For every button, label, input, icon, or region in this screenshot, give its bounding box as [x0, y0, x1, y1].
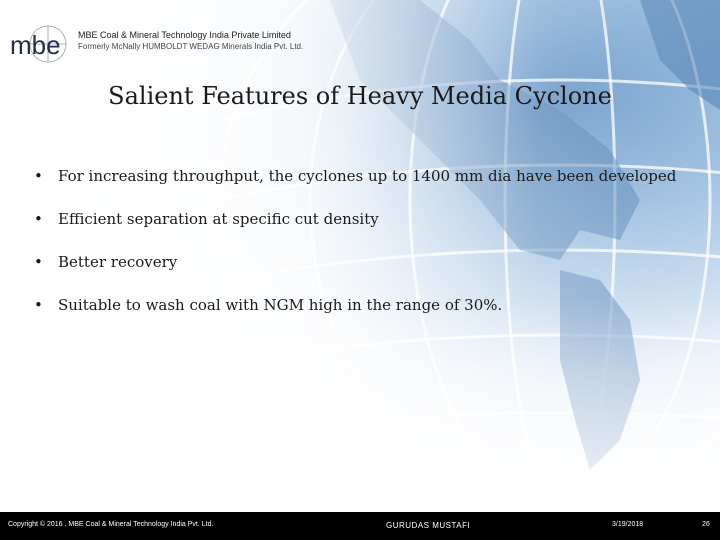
bullet-text: Efficient separation at specific cut density — [58, 210, 379, 228]
bullet-item — [34, 252, 704, 272]
company-former-name: Formerly McNally HUMBOLDT WEDAG Minerals India Pvt. Ltd. — [78, 42, 304, 51]
footer-author: GURUDAS MUSTAFI — [386, 521, 471, 530]
bullet-dot: • — [34, 253, 43, 271]
bullet-item — [34, 166, 704, 186]
slide-title: Salient Features of Heavy Media Cyclone — [108, 82, 612, 110]
footer-bar — [0, 512, 720, 540]
bullet-item — [34, 295, 704, 315]
bullet-dot: • — [34, 167, 43, 185]
bullet-text: Suitable to wash coal with NGM high in the range of 30%. — [58, 296, 503, 314]
bullet-dot: • — [34, 296, 43, 314]
footer-date: 3/19/2018 — [612, 521, 644, 528]
bullet-item — [34, 209, 704, 229]
company-name: MBE Coal & Mineral Technology India Private Limited — [78, 30, 291, 40]
bullet-list — [34, 166, 704, 338]
footer-page-number: 26 — [702, 521, 710, 528]
company-logo — [8, 24, 72, 64]
bullet-text: Better recovery — [58, 253, 178, 271]
bullet-dot: • — [34, 210, 43, 228]
footer-copyright: Copyright © 2016 . MBE Coal & Mineral Technology India Pvt. Ltd. — [8, 521, 214, 528]
bullet-text: For increasing throughput, the cyclones up to 1400 mm dia have been developed — [58, 167, 677, 185]
logo-text: mbe — [10, 30, 61, 60]
